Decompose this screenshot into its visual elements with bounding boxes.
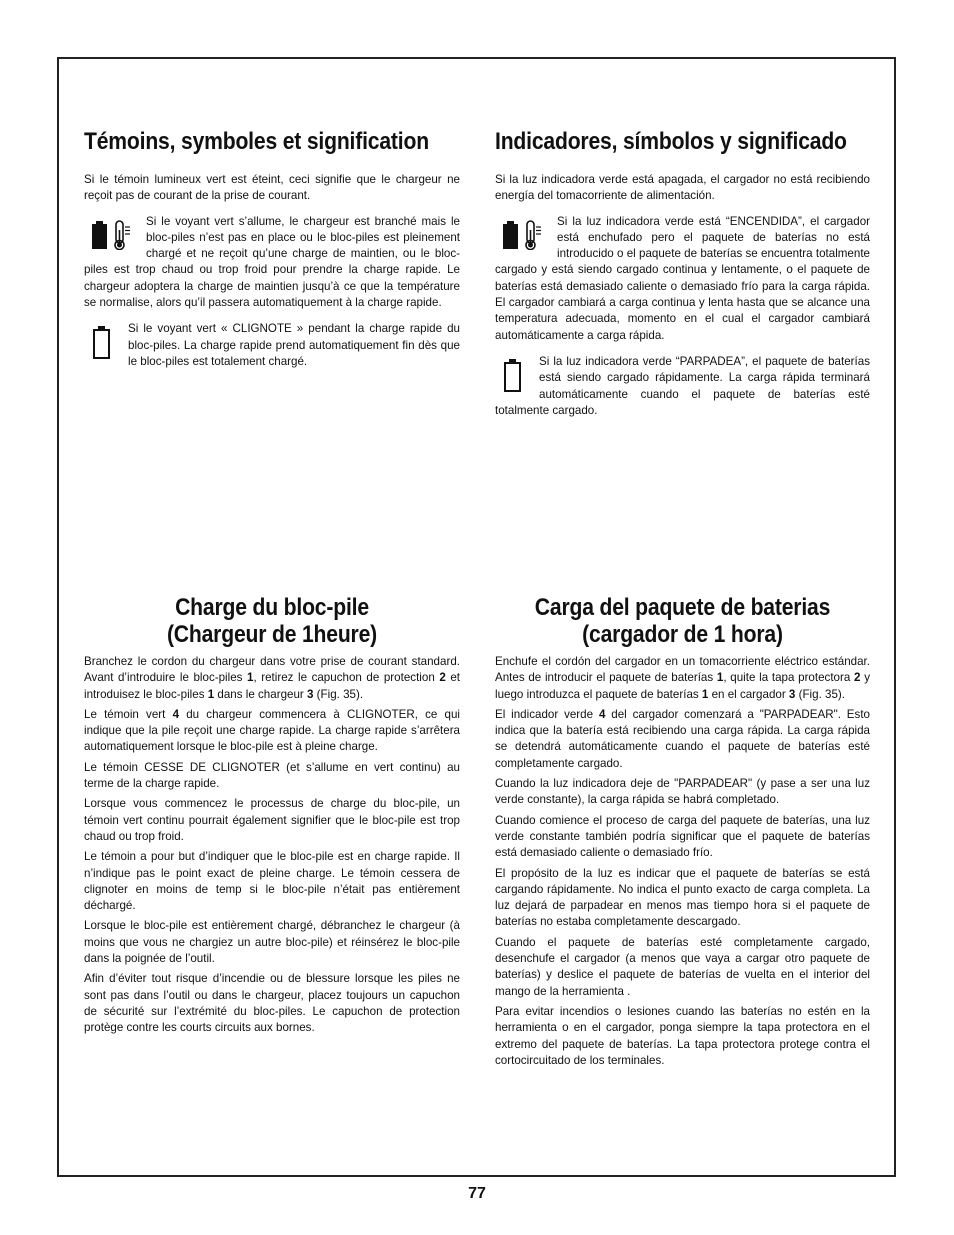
battery-thermometer-icon bbox=[90, 220, 136, 255]
es-indicators-title: Indicadores, símbolos y significado bbox=[495, 128, 847, 155]
fr-charge-p4: Lorsque vous commencez le processus de charge du bloc-pile, un témoin vert continu pourrait également signifier que le bloc-pile est trop chaud ou trop froid. bbox=[84, 797, 460, 843]
es-indicators-p3: Si la luz indicadora verde “PARPADEA”, el paquete de baterías está siendo cargado rápidamente. La carga rápida terminará automáticamente cuando el paquete de baterías esté totalmente cargado. bbox=[495, 354, 870, 417]
battery-thermometer-icon bbox=[501, 220, 547, 255]
fr-indicators-title: Témoins, symboles et signification bbox=[84, 128, 429, 155]
fr-charge-p3: Le témoin CESSE DE CLIGNOTER (et s’allume en vert continu) au terme de la charge rapide. bbox=[84, 760, 460, 791]
fr-indicator-flashing bbox=[84, 321, 460, 370]
es-indicators-section bbox=[495, 128, 870, 419]
fr-charge-p6: Lorsque le bloc-pile est entièrement chargé, débranchez le chargeur (à moins que vous ne chargiez un autre bloc-pile) et réinsérez le bloc-pile dans la poignée de l’outil. bbox=[84, 919, 460, 966]
es-indicators-p2: Si la luz indicadora verde está “ENCENDIDA”, el cargador está enchufado pero el paquete de baterías no está introducido o el paquete de baterías se encuentra totalmente cargado y está siendo cargado continua y lentamente, o el paquete de baterías está demasiado caliente o demasiado frío para la carga rápida. El cargador cambiará a carga continua y lenta hasta que se alcance una temperatura adecuada, momento en el cual el cargador cambiará automáticamente a carga rápida. bbox=[495, 214, 870, 342]
es-charge-p1: Enchufe el cordón del cargador en un tomacorriente eléctrico estándar. Antes de introducir el paquete de baterías 1, quite la tapa protectora 2 y luego introduzca el paquete de baterías 1 en el cargador 3 (Fig. 35). bbox=[495, 655, 870, 701]
page-number: 77 bbox=[468, 1185, 486, 1202]
fr-charge-p7: Afin d’éviter tout risque d’incendie ou de blessure lorsque les piles ne sont pas dans l’outil ou dans le chargeur, placez toujours un capuchon de sécurité sur l’extrémité du bloc-piles. Le capuchon de protection protège contre les courts circuits aux bornes. bbox=[84, 972, 460, 1035]
fr-indicators-p2: Si le voyant vert s’allume, le chargeur est branché mais le bloc-piles n’est pas en place ou le bloc-piles est pleinement chargé et ne reçoit qu’une charge de maintien, ou le bloc-piles est trop chaud ou trop froid pour prendre la charge rapide. Le chargeur adoptera la charge de maintien jusqu’à ce que la température se normalise, alors qu’il passera automatiquement à la charge rapide. bbox=[84, 214, 460, 310]
es-charge-p5: El propósito de la luz es indicar que el paquete de baterías se está cargando rápidamente. No indica el punto exacto de carga completa. La luz dejará de parpadear en menos mas tiempo hora si el paquete de baterías no estaba completamente descargado. bbox=[495, 866, 870, 929]
fr-charge-p5: Le témoin a pour but d’indiquer que le bloc-pile est en charge rapide. Il n’indique pas le point exact de pleine charge. Le témoin cessera de clignoter en moins de temp si le bloc-pile n’était pas entièrement déchargé. bbox=[84, 850, 460, 913]
fr-indicator-steady bbox=[84, 214, 460, 312]
es-indicator-steady bbox=[495, 214, 870, 344]
fr-indicators-section bbox=[84, 128, 460, 370]
es-charge-p6: Cuando el paquete de baterías esté completamente cargado, desenchufe el cargador (a menos que vaya a cargar otro paquete de baterías) y deslice el paquete de baterías de vuelta en el interior del mango de la herramienta . bbox=[495, 935, 870, 998]
fr-charge-title bbox=[107, 594, 438, 648]
es-indicator-flashing bbox=[495, 354, 870, 419]
battery-outline-icon bbox=[503, 358, 523, 397]
fr-charge-title-line1: Charge du bloc-pile bbox=[175, 594, 369, 621]
battery-outline-icon bbox=[92, 325, 112, 364]
fr-indicators-p1: Si le témoin lumineux vert est éteint, ceci signifie que le chargeur ne reçoit pas de courant de la prise de courant. bbox=[84, 173, 460, 203]
es-charge-section bbox=[495, 594, 870, 1073]
fr-charge-p2: Le témoin vert 4 du chargeur commencera à CLIGNOTER, ce qui indique que la pile reçoit une charge rapide. La charge rapide s’arrêtera automatiquement lorsque le bloc-pile est à pleine charge. bbox=[84, 707, 461, 754]
fr-charge-section bbox=[84, 594, 460, 1041]
es-charge-title-line1: Carga del paquete de baterias bbox=[534, 594, 831, 621]
es-charge-p4: Cuando comience el proceso de carga del paquete de baterías, una luz verde constante también podría significar que el paquete de baterías está demasiado caliente o demasiado frío. bbox=[495, 813, 870, 860]
fr-charge-title-line2: (Chargeur de 1heure) bbox=[166, 621, 378, 648]
es-charge-p2: El indicador verde 4 del cargador comenzará a "PARPADEAR". Esto indica que la batería está recibiendo una carga rápida. La carga rápida se detendrá automáticamente cuando el paquete de baterías esté completamente cargado. bbox=[495, 707, 870, 770]
es-charge-p3: Cuando la luz indicadora deje de "PARPADEAR" (y pase a ser una luz verde constante), la carga rápida se habrá completado. bbox=[495, 777, 870, 807]
es-charge-title bbox=[518, 594, 848, 648]
fr-indicators-p3: Si le voyant vert « CLIGNOTE » pendant la charge rapide du bloc-piles. La charge rapide prend automatiquement fin dès que le bloc-piles est totalement chargé. bbox=[128, 322, 460, 368]
es-indicators-p1: Si la luz indicadora verde está apagada, el cargador no está recibiendo energía del tomacorriente de alimentación. bbox=[495, 173, 870, 203]
es-charge-title-line2: (cargador de 1 hora) bbox=[582, 621, 783, 648]
fr-charge-p1: Branchez le cordon du chargeur dans votre prise de courant standard. Avant d’introduire le bloc-piles 1, retirez le capuchon de protection 2 et introduisez le bloc-piles 1 dans le chargeur 3 (Fig. 35). bbox=[84, 655, 461, 701]
es-charge-p7: Para evitar incendios o lesiones cuando las baterías no estén en la herramienta o en el cargador, ponga siempre la tapa protectora en el extremo del paquete de baterías. La tapa protectora protege contra el cortocircuitado de los terminales. bbox=[495, 1004, 870, 1067]
